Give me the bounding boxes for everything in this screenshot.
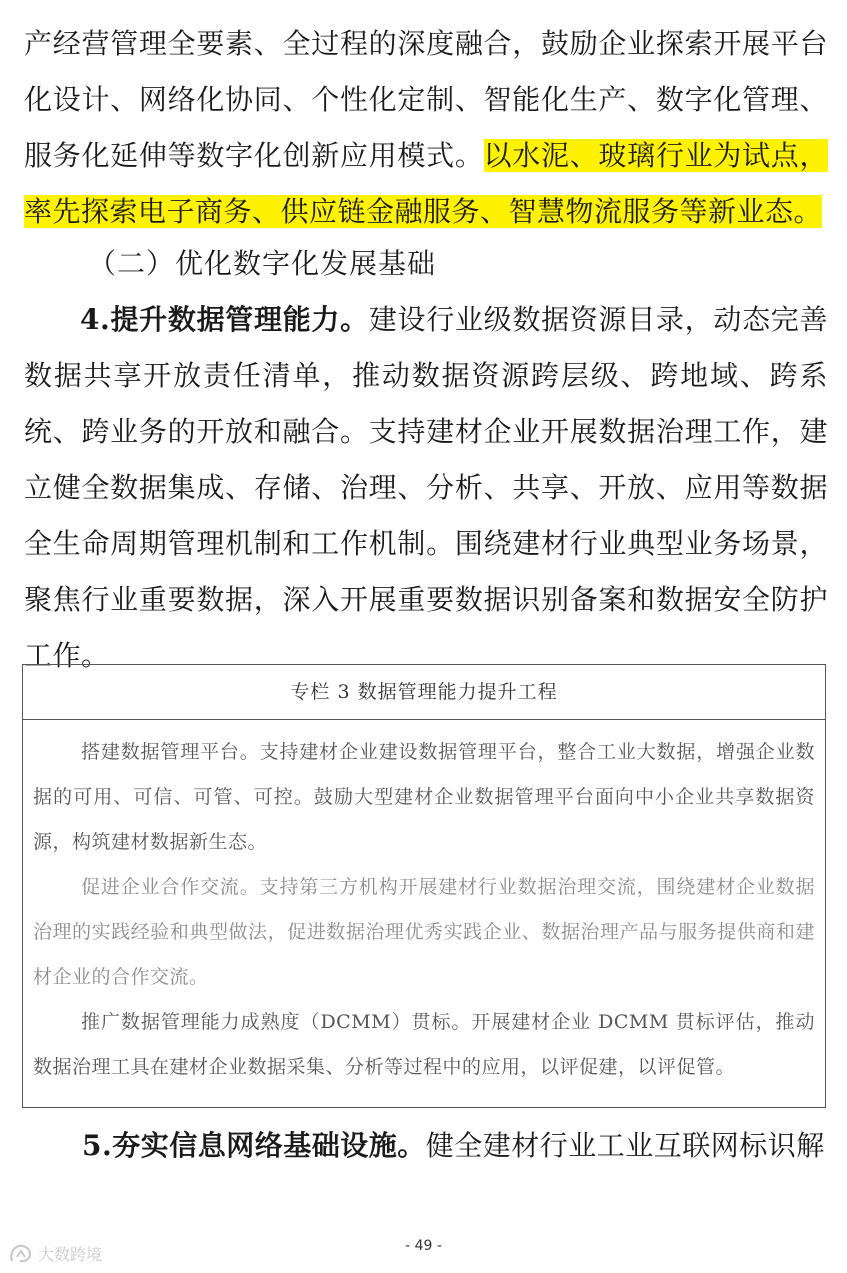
box-title: 专栏 3 数据管理能力提升工程 <box>23 665 825 720</box>
box-paragraph-3: 推广数据管理能力成熟度（DCMM）贯标。开展建材企业 DCMM 贯标评估，推动数据治理工具在建材企业数据采集、分析等过程中的应用，以评促建，以评促管。 <box>33 1011 815 1078</box>
item-4-body: 建设行业级数据资源目录，动态完善数据共享开放责任清单，推动数据资源跨层级、跨地域、跨系统、跨业务的开放和融合。支持建材企业开展数据治理工作，建立健全数据集成、存储、治理、分析、共享、开放、应用等数据全生命周期管理机制和工作机制。围绕建材行业典型业务场景，聚焦行业重要数据，深入开展重要数据识别备案和数据安全防护工作。 <box>24 303 828 672</box>
paragraph-1-text: 产经营管理全要素、全过程的深度融合，鼓励企业探索开展平台化设计、网络化协同、个性化定制、智能化生产、数字化管理、服务化延伸等数字化创新应用模式。 <box>24 27 828 172</box>
item-4-heading: 4.提升数据管理能力。 <box>80 303 369 336</box>
item-5-body: 健全建材行业工业互联网标识解 <box>425 1129 825 1162</box>
page-number: - 49 - <box>405 1238 442 1254</box>
item-5-heading: 5.夯实信息网络基础设施。 <box>82 1129 426 1162</box>
paragraph-item-4 <box>24 292 828 684</box>
box-paragraph-2: 促进企业合作交流。支持第三方机构开展建材行业数据治理交流，围绕建材企业数据治理的实践经验和典型做法，促进数据治理优秀实践企业、数据治理产品与服务提供商和建材企业的合作交流。 <box>33 876 815 988</box>
box-body <box>23 720 825 1090</box>
logo-icon <box>8 1243 34 1265</box>
paragraph-1 <box>24 16 828 240</box>
column-box <box>22 664 826 1108</box>
section-subheading: （二）优化数字化发展基础 <box>88 247 437 280</box>
watermark <box>8 1242 102 1265</box>
watermark-text: 大数跨境 <box>38 1245 103 1264</box>
box-paragraph-1: 搭建数据管理平台。支持建材企业建设数据管理平台，整合工业大数据，增强企业数据的可用、可信、可管、可控。鼓励大型建材企业数据管理平台面向中小企业共享数据资源，构筑建材数据新生态。 <box>33 741 815 853</box>
highlighted-text: 以水泥、玻璃行业为试点，率先探索电子商务、供应链金融服务、智慧物流服务等新业态。 <box>24 139 828 228</box>
paragraph-item-5 <box>82 1118 825 1174</box>
